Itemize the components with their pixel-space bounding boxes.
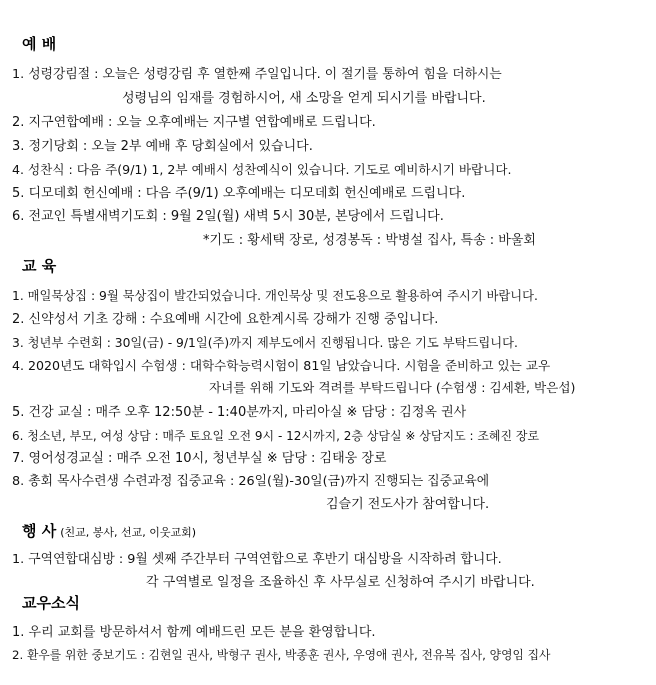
education-item-2: 2. 신약성서 기초 강해 : 수요예배 시간에 요한계시록 강해가 진행 중입니다.: [12, 312, 439, 327]
events-subtitle: (친교, 봉사, 선교, 이웃교회): [60, 526, 197, 539]
events-item-1: 1. 구역연합대심방 : 9월 셋째 주간부터 구역연합으로 후반기 대심방을 시작하려 합니다.: [12, 552, 502, 567]
members-item-2: 2. 환우를 위한 중보기도 : 김현일 권사, 박형구 권사, 박종훈 권사, 우영애 권사, 전유복 집사, 양영임 집사: [12, 648, 551, 662]
worship-item-6-cont: *기도 : 황세택 장로, 성경봉독 : 박병설 집사, 특송 : 바울회: [203, 233, 536, 248]
worship-item-5: 5. 디모데회 헌신예배 : 다음 주(9/1) 오후예배는 디모데회 헌신예배로 드립니다.: [12, 186, 466, 201]
education-item-7: 7. 영어성경교실 : 매주 오전 10시, 청년부실 ※ 담당 : 김태웅 장로: [12, 451, 387, 466]
worship-item-1-cont: 성령님의 임재를 경험하시어, 새 소망을 얻게 되시기를 바랍니다.: [122, 91, 486, 106]
worship-item-6: 6. 전교인 특별새벽기도회 : 9월 2일(월) 새벽 5시 30분, 본당에서 드립니다.: [12, 209, 444, 224]
worship-item-3: 3. 정기당회 : 오늘 2부 예배 후 당회실에서 있습니다.: [12, 139, 313, 154]
education-item-8-cont: 김슬기 전도사가 참여합니다.: [326, 497, 490, 512]
education-item-4: 4. 2020년도 대학입시 수험생 : 대학수학능력시험이 81일 남았습니다. 시험을 준비하고 있는 교우: [12, 358, 551, 373]
worship-item-2: 2. 지구연합예배 : 오늘 오후예배는 지구별 연합예배로 드립니다.: [12, 115, 376, 130]
education-item-4-cont: 자녀를 위해 기도와 격려를 부탁드립니다 (수험생 : 김세환, 박은섭): [209, 380, 576, 395]
education-item-3: 3. 청년부 수련회 : 30일(금) - 9/1일(주)까지 제부도에서 진행됩니다. 많은 기도 부탁드립니다.: [12, 336, 518, 350]
section-heading-events: [22, 520, 196, 541]
worship-item-1: 1. 성령강림절 : 오늘은 성령강림 후 열한째 주일입니다. 이 절기를 통하여 힘을 더하시는: [12, 67, 502, 82]
section-heading-education: 교 육: [22, 257, 57, 275]
events-title: 행 사: [22, 522, 57, 540]
education-item-5: 5. 건강 교실 : 매주 오후 12:50분 - 1:40분까지, 마리아실 ※ 담당 : 김정옥 권사: [12, 405, 467, 420]
education-item-8: 8. 총회 목사수련생 수련과정 집중교육 : 26일(월)-30일(금)까지 진행되는 집중교육에: [12, 474, 490, 489]
section-heading-worship: 예 배: [22, 35, 57, 53]
education-item-1: 1. 매일묵상집 : 9월 묵상집이 발간되었습니다. 개인묵상 및 전도용으로 활용하여 주시기 바랍니다.: [12, 289, 538, 303]
members-item-1: 1. 우리 교회를 방문하셔서 함께 예배드린 모든 분을 환영합니다.: [12, 625, 376, 640]
worship-item-4: 4. 성찬식 : 다음 주(9/1) 1, 2부 예배시 성찬예식이 있습니다. 기도로 예비하시기 바랍니다.: [12, 162, 512, 177]
section-heading-members: 교우소식: [22, 594, 80, 612]
events-item-1-cont: 각 구역별로 일정을 조율하신 후 사무실로 신청하여 주시기 바랍니다.: [146, 575, 535, 590]
education-item-6: 6. 청소년, 부모, 여성 상담 : 매주 토요일 오전 9시 - 12시까지, 2층 상담실 ※ 상담지도 : 조혜진 장로: [12, 429, 540, 443]
